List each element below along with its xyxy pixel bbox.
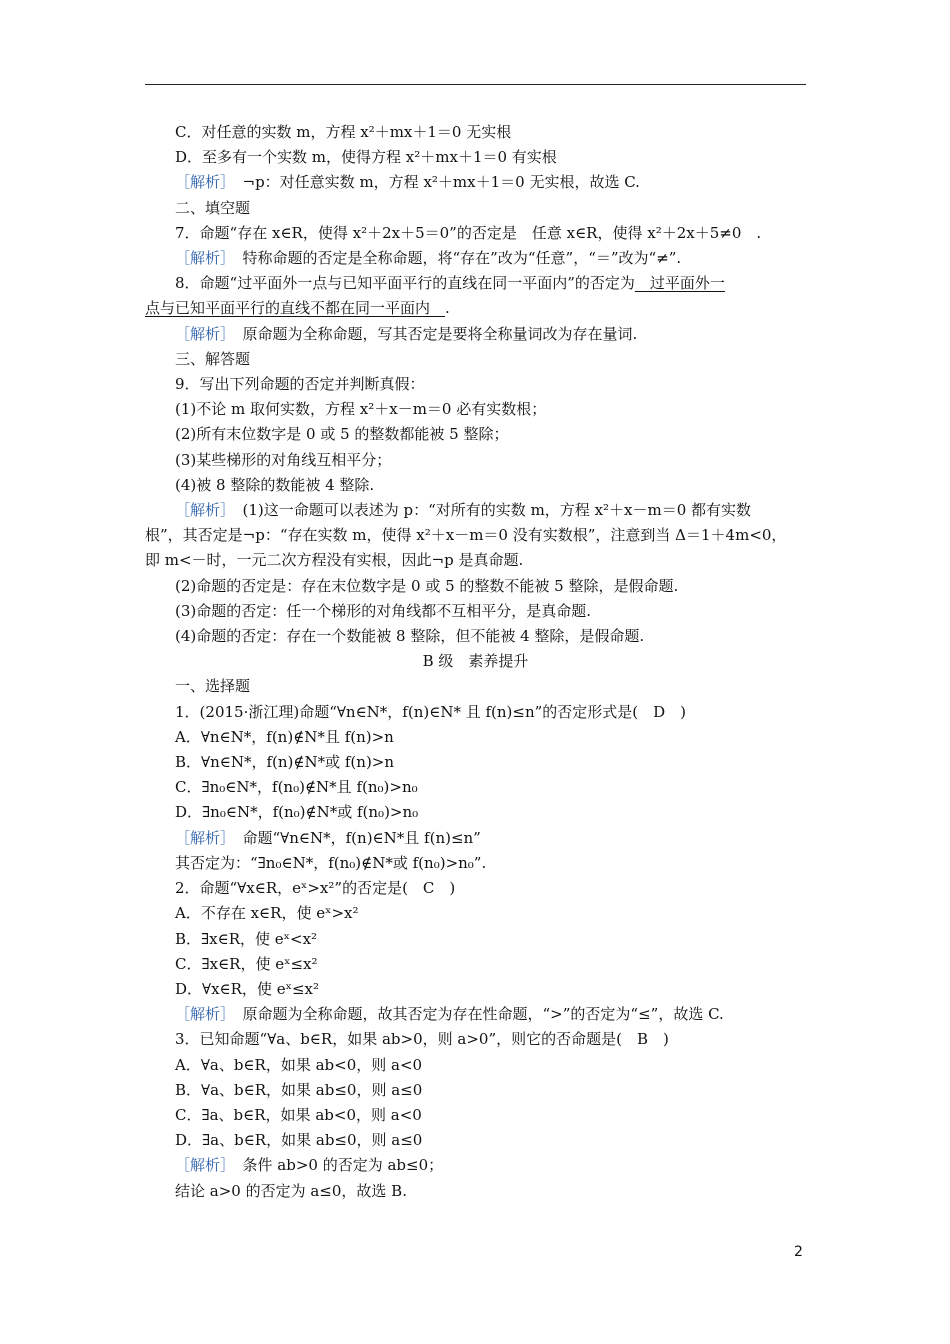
text-line [145, 120, 806, 145]
header-rule [145, 84, 806, 85]
text-line [145, 296, 806, 321]
text-line [145, 1179, 806, 1204]
line-text: (1)不论 m 取何实数，方程 x²＋x－m＝0 必有实数根； [175, 400, 547, 419]
text-line [145, 1078, 806, 1103]
line-text: D．至多有一个实数 m，使得方程 x²＋mx＋1＝0 有实根 [175, 148, 557, 167]
analysis-tag: ［解析］ [175, 501, 228, 520]
line-text: 7．命题“存在 x∈R，使得 x²＋2x＋5＝0”的否定是 任意 x∈R，使得 x²＋2x＋5≠0 . [175, 223, 762, 242]
text-line [145, 170, 806, 195]
line-text: D．∃a、b∈R，如果 ab≤0，则 a≤0 [175, 1131, 423, 1150]
text-line [145, 271, 806, 296]
line-text: 其否定为：“∃n₀∈N*，f(n₀)∉N*或 f(n₀)>n₀”. [175, 853, 487, 872]
text-line [145, 927, 806, 952]
line-text: A．不存在 x∈R，使 eˣ>x² [175, 904, 359, 923]
line-text: 一、选择题 [175, 677, 251, 696]
text-line [145, 322, 806, 347]
line-text: B．∀a、b∈R，如果 ab≤0，则 a≤0 [175, 1080, 423, 1099]
line-text: A．∀n∈N*，f(n)∉N*且 f(n)>n [175, 727, 394, 746]
line-text: 二、填空题 [175, 198, 251, 217]
line-text: 三、解答题 [175, 349, 251, 368]
page-number: 2 [794, 1244, 803, 1260]
line-text: 9．写出下列命题的否定并判断真假： [175, 375, 425, 394]
line-text: 即 m<－时，一元二次方程没有实根，因此¬p 是真命题. [145, 551, 524, 570]
line-text: (1)这一命题可以表述为 p：“对所有的实数 m，方程 x²＋x－m＝0 都有实数 [227, 501, 752, 520]
analysis-tag: ［解析］ [175, 324, 228, 343]
line-text: A．∀a、b∈R，如果 ab<0，则 a<0 [175, 1055, 423, 1074]
text-line [145, 1153, 806, 1178]
text-line [145, 473, 806, 498]
text-line [145, 775, 806, 800]
line-text: C．∃x∈R，使 eˣ≤x² [175, 954, 318, 973]
text-line [145, 1002, 806, 1027]
answer-underlined: 过平面外一 [634, 274, 725, 293]
text-line [145, 1053, 806, 1078]
line-text: (4)被 8 整除的数能被 4 整除. [175, 475, 375, 494]
line-text: (3)命题的否定：任一个梯形的对角线都不互相平分，是真命题. [175, 601, 592, 620]
line-text: 根”，其否定是¬p：“存在实数 m，使得 x²＋x－m＝0 没有实数根”，注意到当 Δ＝1＋4m<0， [145, 526, 787, 545]
line-text: C．∃n₀∈N*，f(n₀)∉N*且 f(n₀)>n₀ [175, 778, 418, 797]
text-line [145, 952, 806, 977]
line-text: D．∀x∈R，使 eˣ≤x² [175, 979, 319, 998]
line-text: B．∀n∈N*，f(n)∉N*或 f(n)>n [175, 753, 395, 772]
text-line [145, 1103, 806, 1128]
line-text: 3．已知命题“∀a、b∈R，如果 ab>0，则 a>0”，则它的否命题是( B ) [175, 1030, 669, 1049]
line-text: (4)命题的否定：存在一个数能被 8 整除，但不能被 4 整除，是假命题. [175, 627, 645, 646]
line-text: 条件 ab>0 的否定为 ab≤0； [227, 1156, 444, 1175]
text-line [145, 1128, 806, 1153]
text-line [145, 448, 806, 473]
text-line [145, 1027, 806, 1052]
analysis-tag: ［解析］ [175, 1005, 228, 1024]
text-line [145, 372, 806, 397]
line-text: . [445, 299, 450, 318]
text-line [145, 599, 806, 624]
text-line [145, 851, 806, 876]
text-line [145, 674, 806, 699]
text-line [145, 977, 806, 1002]
text-line [145, 624, 806, 649]
line-text: 2．命题“∀x∈R，eˣ>x²”的否定是( C ) [175, 879, 456, 898]
text-line [145, 700, 806, 725]
line-text: (2)命题的否定是：存在末位数字是 0 或 5 的整数不能被 5 整除，是假命题. [175, 576, 679, 595]
text-line [145, 649, 806, 674]
answer-underlined: 点与已知平面平行的直线不都在同一平面内 [145, 299, 446, 318]
text-line [145, 750, 806, 775]
text-line [145, 347, 806, 372]
line-text: 8．命题“过平面外一点与已知平面平行的直线在同一平面内”的否定为 [175, 274, 635, 293]
analysis-tag: ［解析］ [175, 173, 228, 192]
text-line [145, 800, 806, 825]
line-text: 特称命题的否定是全称命题，将“存在”改为“任意”，“＝”改为“≠”. [227, 249, 682, 268]
line-text: 原命题为全称命题，写其否定是要将全称量词改为存在量词. [227, 324, 638, 343]
text-line [145, 901, 806, 926]
line-text: B．∃x∈R，使 eˣ<x² [175, 929, 318, 948]
text-line [145, 725, 806, 750]
text-line [145, 548, 806, 573]
text-line [145, 876, 806, 901]
text-line [145, 196, 806, 221]
text-line [145, 498, 806, 523]
line-text: 结论 a>0 的否定为 a≤0，故选 B. [175, 1181, 407, 1200]
text-line [145, 523, 806, 548]
line-text: C．∃a、b∈R，如果 ab<0，则 a<0 [175, 1105, 422, 1124]
line-text: ¬p：对任意实数 m，方程 x²＋mx＋1＝0 无实根，故选 C. [227, 173, 640, 192]
line-text: C．对任意的实数 m，方程 x²＋mx＋1＝0 无实根 [175, 123, 512, 141]
line-text: 命题“∀n∈N*，f(n)∈N*且 f(n)≤n” [227, 828, 481, 847]
text-line [145, 574, 806, 599]
text-line [145, 397, 806, 422]
line-text: (3)某些梯形的对角线互相平分； [175, 450, 392, 469]
analysis-tag: ［解析］ [175, 1156, 228, 1175]
analysis-tag: ［解析］ [175, 249, 228, 268]
text-line [145, 246, 806, 271]
text-line [145, 221, 806, 246]
line-text: (2)所有末位数字是 0 或 5 的整数都能被 5 整除； [175, 425, 509, 444]
text-line [145, 145, 806, 170]
line-text: B 级 素养提升 [422, 652, 529, 671]
line-text: D．∃n₀∈N*，f(n₀)∉N*或 f(n₀)>n₀ [175, 803, 419, 822]
document-body [145, 120, 806, 1204]
line-text: 原命题为全称命题，故其否定为存在性命题，“>”的否定为“≤”，故选 C. [227, 1005, 724, 1024]
text-line [145, 826, 806, 851]
text-line [145, 422, 806, 447]
line-text: 1．(2015·浙江理)命题“∀n∈N*，f(n)∈N* 且 f(n)≤n”的否定形式是( D ) [175, 702, 687, 721]
analysis-tag: ［解析］ [175, 828, 228, 847]
